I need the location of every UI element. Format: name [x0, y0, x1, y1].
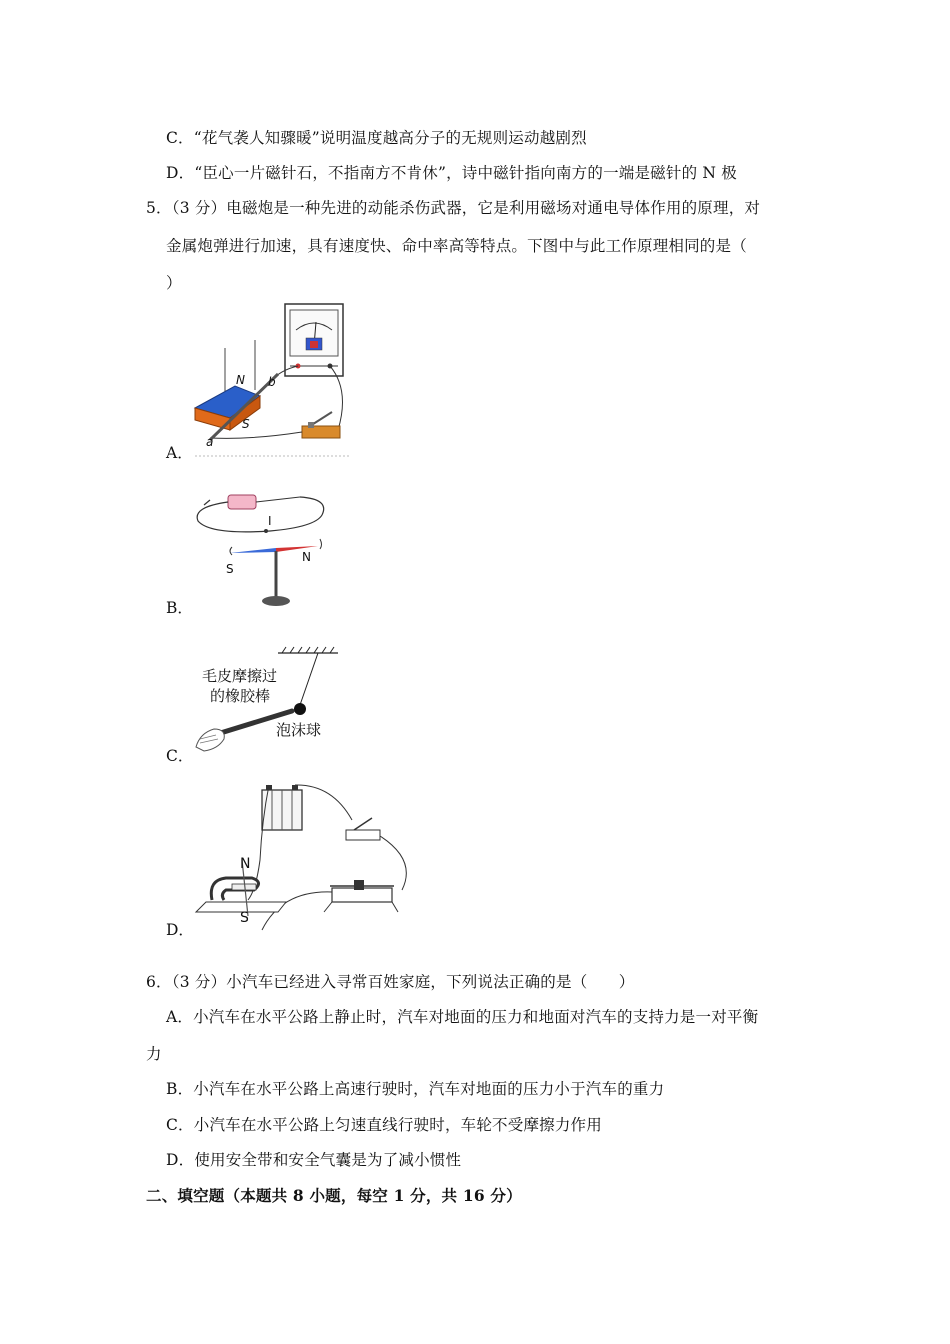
- q5-option-c-label: C．: [166, 747, 194, 765]
- fig-c-rod-label-line2: 的橡胶棒: [210, 687, 271, 705]
- q6-option-c: C．小汽车在水平公路上匀速直线行驶时，车轮不受摩擦力作用: [166, 1116, 602, 1134]
- fig-a-label-b: b: [268, 375, 276, 389]
- q6-option-a-line1: A．小汽车在水平公路上静止时，汽车对地面的压力和地面对汽车的支持力是一对平衡: [166, 1008, 759, 1026]
- q4-option-c: C．“花气袭人知骤暖”说明温度越高分子的无规则运动越剧烈: [166, 129, 587, 147]
- q6-stem: 6．（3 分）小汽车已经进入寻常百姓家庭，下列说法正确的是（ ）: [146, 973, 635, 991]
- fig-b-label-s: S: [226, 562, 234, 576]
- section-2-title: 二、填空题（本题共 8 小题，每空 1 分，共 16 分）: [146, 1186, 522, 1205]
- fig-d-label-s: S: [240, 910, 249, 926]
- q6-option-b: B．小汽车在水平公路上高速行驶时，汽车对地面的压力小于汽车的重力: [166, 1080, 665, 1098]
- fig-c-ball-label: 泡沫球: [276, 721, 322, 739]
- q5-option-b-figure: [190, 485, 340, 615]
- q5-option-d-label: D．: [166, 921, 194, 939]
- fig-a-label-a: a: [206, 435, 214, 449]
- fig-c-rod-label-line1: 毛皮摩擦过: [202, 667, 278, 685]
- q5-option-a-label: A．: [166, 444, 193, 462]
- fig-d-label-n: N: [240, 856, 251, 872]
- q4-option-d: D．“臣心一片磁针石，不指南方不肯休”，诗中磁针指向南方的一端是磁针的 N 极: [166, 164, 737, 182]
- q5-option-b-label: B．: [166, 599, 193, 617]
- q5-stem-line2: 金属炮弹进行加速，具有速度快、命中率高等特点。下图中与此工作原理相同的是（: [166, 237, 747, 255]
- q6-option-a-line2: 力: [146, 1045, 162, 1063]
- fig-b-label-i: I: [268, 514, 272, 528]
- q5-stem-line3: ）: [166, 274, 182, 292]
- q5-stem-line1: 5．（3 分）电磁炮是一种先进的动能杀伤武器，它是利用磁场对通电导体作用的原理，对: [146, 199, 761, 217]
- fig-a-label-n: N: [236, 373, 245, 387]
- fig-b-label-n: N: [302, 550, 311, 564]
- fig-a-label-s: S: [242, 417, 250, 431]
- q5-option-a-figure: [190, 300, 360, 460]
- q5-option-c-figure: [192, 643, 342, 763]
- q5-option-d-figure: [192, 780, 422, 940]
- q6-option-d: D．使用安全带和安全气囊是为了减小惯性: [166, 1151, 462, 1169]
